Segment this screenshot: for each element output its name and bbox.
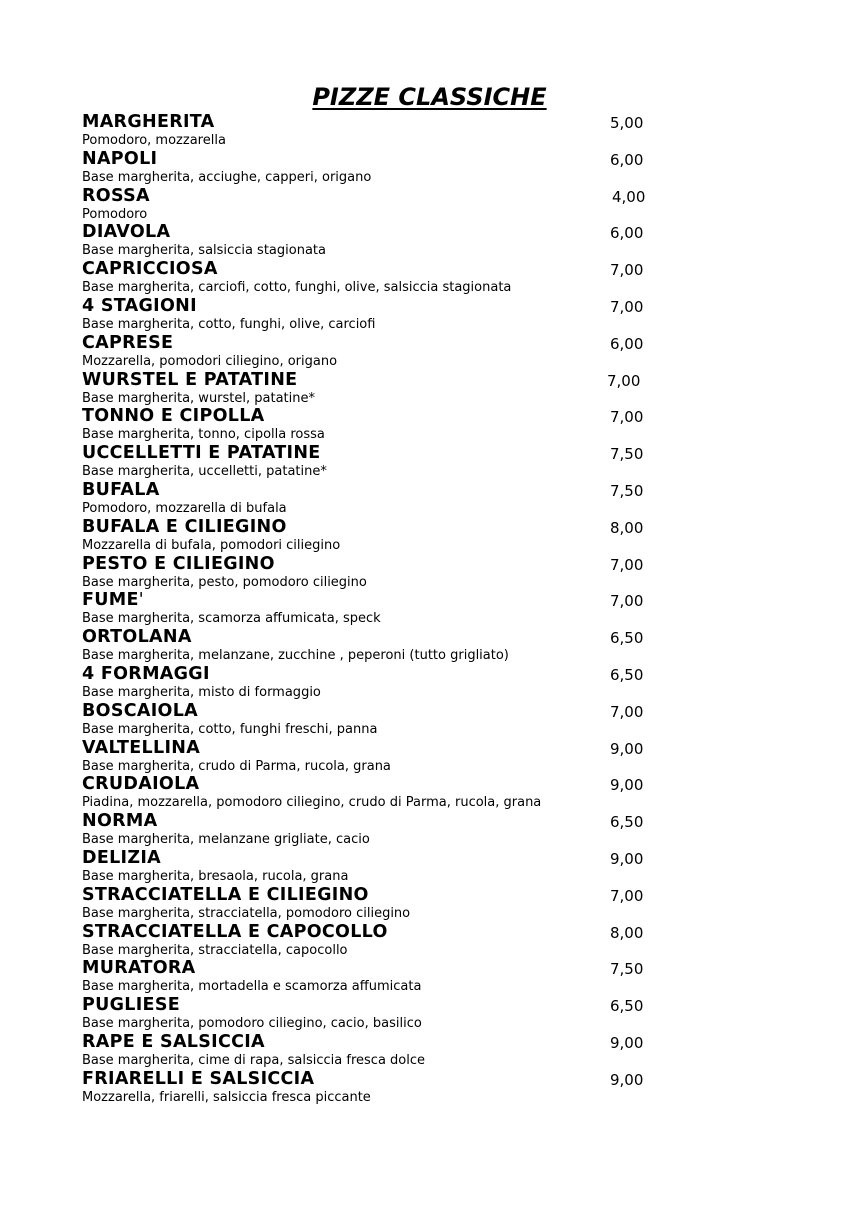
menu-item-name: [82, 186, 150, 207]
menu-item: [82, 1032, 682, 1069]
menu-item-price: 4,00: [612, 187, 646, 206]
menu-item-description: Base margherita, cotto, funghi freschi, panna: [82, 721, 378, 737]
menu-item-name-text: NAPOLI: [82, 148, 158, 169]
menu-item-description: Base margherita, pomodoro ciliegino, cacio, basilico: [82, 1016, 422, 1032]
menu-item: [82, 186, 682, 223]
menu-item-description: Base margherita, carciofi, cotto, funghi, olive, salsiccia stagionata: [82, 280, 512, 296]
menu-item: [82, 848, 682, 885]
menu-item-price: 6,00: [610, 150, 644, 169]
menu-item-name: [82, 922, 388, 943]
menu-item-description: Base margherita, scamorza affumicata, speck: [82, 611, 381, 627]
menu-item-description: Base margherita, melanzane grigliate, cacio: [82, 832, 370, 848]
menu-item-name: [82, 112, 215, 133]
menu-item-description: Base margherita, salsiccia stagionata: [82, 243, 326, 259]
menu-item: [82, 738, 682, 775]
menu-item-name: [82, 958, 196, 979]
menu-item: [82, 590, 682, 627]
menu-item-price: 7,00: [607, 371, 641, 390]
menu-item-price: 7,00: [610, 261, 644, 280]
menu-item-price: 6,50: [610, 629, 644, 648]
menu-item: [82, 958, 682, 995]
menu-item-price: 8,00: [610, 518, 644, 537]
menu-item-name-text: DELIZIA: [82, 847, 161, 868]
menu-item: [82, 774, 682, 811]
menu-item: [82, 995, 682, 1032]
menu-item: [82, 296, 682, 333]
menu-item-name: [82, 259, 218, 280]
menu-item-price: 9,00: [610, 739, 644, 758]
menu-item-name-text: TONNO E CIPOLLA: [82, 406, 265, 427]
menu-item-name: [82, 885, 369, 906]
menu-item-name: [82, 370, 297, 391]
menu-item-name: [82, 406, 265, 427]
menu-item-name-text: ORTOLANA: [82, 627, 192, 648]
menu-item-name: [82, 1069, 314, 1090]
menu-item-price: 9,00: [610, 1070, 644, 1089]
menu-item-name: [82, 664, 210, 685]
menu-item-name-text: FRIARELLI E SALSICCIA: [82, 1068, 315, 1089]
menu-item: [82, 259, 682, 296]
menu-item-name: [82, 149, 157, 170]
menu-item-description: Base margherita, stracciatella, pomodoro ciliegino: [82, 905, 411, 921]
menu-item-price: 7,00: [610, 592, 644, 611]
menu-item: [82, 222, 682, 259]
menu-item-description: Base margherita, stracciatella, capocollo: [82, 942, 348, 958]
menu-item-name-text: ROSSA: [82, 185, 150, 206]
menu-item-description: Mozzarella, pomodori ciliegino, origano: [82, 353, 338, 369]
menu-item-name-text: STRACCIATELLA E CILIEGINO: [82, 884, 369, 905]
menu-item-name: [82, 296, 197, 317]
menu-item: [82, 112, 682, 149]
menu-item-name: [82, 738, 200, 759]
menu-item-name-text: CAPRESE: [82, 332, 174, 353]
menu-item-description: Base margherita, misto di formaggio: [82, 684, 321, 700]
menu-item-description: Base margherita, uccelletti, patatine*: [82, 464, 327, 480]
menu-item-description: Base margherita, tonno, cipolla rossa: [82, 427, 325, 443]
menu-item: [82, 333, 682, 370]
menu-item-description: Pomodoro, mozzarella: [82, 133, 226, 148]
menu-item-name-text: PESTO E CILIEGINO: [82, 553, 275, 574]
menu-item-description: Base margherita, pesto, pomodoro ciliegino: [82, 574, 367, 590]
menu-item-price: 7,50: [610, 481, 644, 500]
menu-item-name: [82, 1032, 265, 1053]
menu-list: [82, 112, 682, 1106]
menu-item-name: [82, 774, 199, 795]
menu-item: [82, 517, 682, 554]
menu-item: [82, 701, 682, 738]
menu-item: [82, 627, 682, 664]
menu-item-name-text: FUME: [82, 590, 139, 611]
menu-item-name: [82, 333, 173, 354]
menu-item-price: 8,00: [610, 923, 644, 942]
menu-item-price: 7,00: [610, 702, 644, 721]
menu-item-name-text: RAPE E SALSICCIA: [82, 1031, 265, 1052]
menu-item-name-text: PUGLIESE: [82, 995, 180, 1016]
menu-item-name: [82, 811, 157, 832]
menu-item-description: Base margherita, bresaola, rucola, grana: [82, 868, 349, 884]
menu-item-description: Base margherita, cotto, funghi, olive, carciofi: [82, 316, 376, 332]
menu-item-price: 7,00: [610, 555, 644, 574]
menu-item-name: [82, 995, 180, 1016]
menu-item-name: [82, 517, 287, 538]
menu-item-name-text: MURATORA: [82, 958, 196, 979]
menu-item-name: [82, 848, 161, 869]
menu-item-price: 6,50: [610, 813, 644, 832]
menu-item-description: Base margherita, melanzane, zucchine , peperoni (tutto grigliato): [82, 648, 509, 664]
menu-item: [82, 885, 682, 922]
menu-item-name-suffix: ': [138, 590, 144, 611]
menu-item-name: [82, 590, 144, 611]
menu-title: PIZZE CLASSICHE: [312, 83, 547, 111]
menu-item-description: Base margherita, mortadella e scamorza affumicata: [82, 979, 422, 995]
menu-item-price: 9,00: [610, 776, 644, 795]
menu-item-name: [82, 222, 170, 243]
menu-item-description: Piadina, mozzarella, pomodoro ciliegino, crudo di Parma, rucola, grana: [82, 795, 542, 811]
menu-item-name-text: MARGHERITA: [82, 112, 215, 132]
menu-item-name-text: BOSCAIOLA: [82, 700, 198, 721]
menu-item-name: [82, 443, 321, 464]
menu-item-price: 6,50: [610, 997, 644, 1016]
menu-item-name-text: CRUDAIOLA: [82, 774, 200, 795]
menu-item-name-text: BUFALA E CILIEGINO: [82, 516, 287, 537]
menu-item-name-text: DIAVOLA: [82, 222, 171, 243]
menu-item: [82, 922, 682, 959]
menu-item-description: Pomodoro: [82, 206, 148, 222]
menu-item-description: Base margherita, wurstel, patatine*: [82, 390, 315, 406]
menu-item: [82, 1069, 682, 1106]
menu-item-price: 9,00: [610, 1033, 644, 1052]
menu-item-name-text: 4 STAGIONI: [82, 295, 197, 316]
menu-item-name-text: NORMA: [82, 811, 158, 832]
menu-item-name-text: BUFALA: [82, 479, 160, 500]
menu-item: [82, 811, 682, 848]
menu-item-description: Mozzarella, friarelli, salsiccia fresca piccante: [82, 1089, 371, 1105]
menu-item-description: Mozzarella di bufala, pomodori ciliegino: [82, 537, 341, 553]
menu-item-price: 6,50: [610, 665, 644, 684]
menu-item: [82, 480, 682, 517]
menu-item-price: 6,00: [610, 224, 644, 243]
menu-item-description: Pomodoro, mozzarella di bufala: [82, 500, 287, 516]
menu-item-name: [82, 701, 198, 722]
menu-item-description: Base margherita, crudo di Parma, rucola, grana: [82, 758, 391, 774]
menu-item-price: 5,00: [610, 114, 644, 132]
menu-item-name: [82, 627, 192, 648]
menu-item-name-text: STRACCIATELLA E CAPOCOLLO: [82, 921, 388, 942]
menu-item: [82, 664, 682, 701]
menu-item-name-text: CAPRICCIOSA: [82, 259, 218, 280]
menu-item-price: 7,50: [610, 445, 644, 464]
menu-item-price: 7,50: [610, 960, 644, 979]
menu-item-name-text: UCCELLETTI E PATATINE: [82, 443, 321, 464]
menu-item-name-text: VALTELLINA: [82, 737, 201, 758]
menu-item: [82, 370, 682, 407]
menu-item: [82, 554, 682, 591]
menu-item-price: 6,00: [610, 334, 644, 353]
menu-item-name: [82, 554, 275, 575]
menu-item-price: 7,00: [610, 886, 644, 905]
menu-item: [82, 406, 682, 443]
menu-item-description: Base margherita, cime di rapa, salsiccia fresca dolce: [82, 1052, 426, 1068]
menu-item-description: Base margherita, acciughe, capperi, origano: [82, 169, 372, 185]
menu-item-name: [82, 480, 160, 501]
menu-item-price: 7,00: [610, 297, 644, 316]
menu-item: [82, 149, 682, 186]
menu-item-price: 9,00: [610, 849, 644, 868]
menu-item-price: 7,00: [610, 408, 644, 427]
menu-item-name-text: 4 FORMAGGI: [82, 663, 210, 684]
menu-item: [82, 443, 682, 480]
menu-item-name-text: WURSTEL E PATATINE: [82, 369, 298, 390]
